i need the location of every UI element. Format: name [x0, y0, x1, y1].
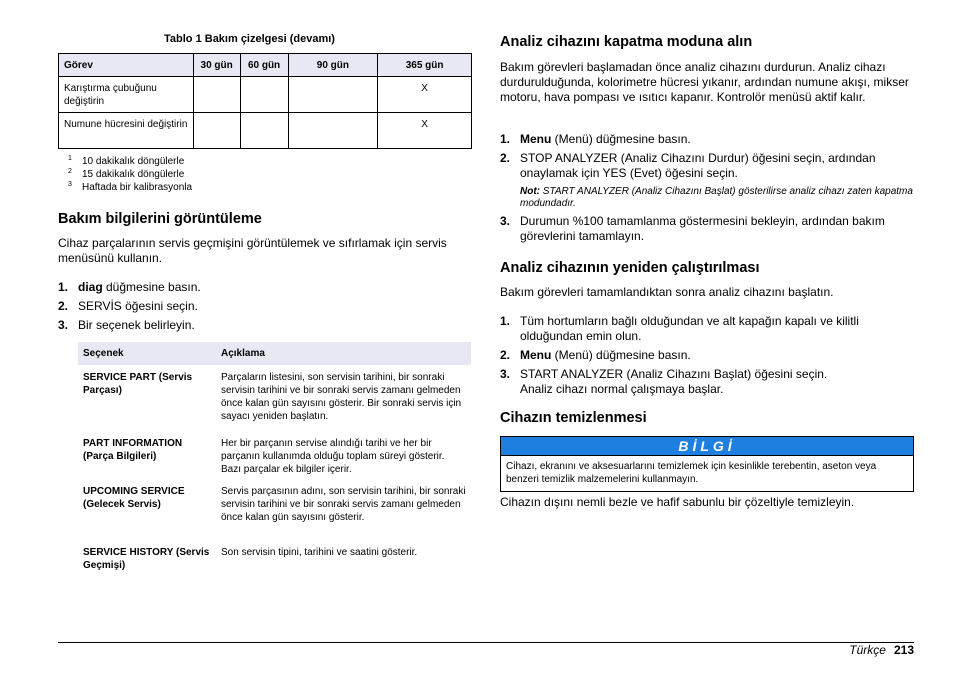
step: 2. STOP ANALYZER (Analiz Cihazını Durdur) öğesini seçin, ardından onaylamak için YES (Evet) öğesini seçin. Not: START ANALYZER (Analiz Cihazını Başlat) gösterilirse analiz cihazı zaten kapatma modundadır. [500, 151, 915, 210]
option-description: Parçaların listesini, son servisin tarihini, bir sonraki servisin tarihini ve bir sonraki servis zamanı gelmeden önce kalan gün sayısını gösterir. Bir sonraki servis için sayacı yeniden başlatın. [221, 372, 462, 422]
header-30-days: 30 gün [193, 54, 240, 77]
maintenance-schedule-table [58, 53, 472, 149]
footnote: $^1$ 10 dakikalık döngülerle [68, 155, 185, 167]
cell-60 [240, 77, 288, 113]
service-options-table [78, 342, 471, 572]
page-footer [849, 643, 914, 657]
table-row [78, 437, 471, 485]
task-cell: Numune hücresini değiştirin [59, 113, 194, 149]
cell-365: X [378, 113, 472, 149]
footnote: $^3$ Haftada bir kalibrasyonla [68, 181, 193, 193]
footnotes [68, 155, 192, 194]
info-notice-title: BİLGİ [501, 437, 913, 456]
table-header-row [78, 342, 471, 365]
footer-language: Türkçe [849, 643, 886, 657]
section-heading-service: Bakım bilgilerini görüntüleme [58, 211, 262, 227]
cell-30 [193, 113, 240, 149]
table-row [78, 365, 471, 437]
table-row [78, 546, 471, 572]
table-row [59, 77, 472, 113]
info-notice-text: Cihazı, ekranını ve aksesuarlarını temizlemek için kesinlikle terebentin, aseton veya benzeri temizlik malzemelerini kullanmayın. [506, 461, 877, 485]
service-intro: Cihaz parçalarının servis geçmişini görüntülemek ve sıfırlamak için servis menüsünü kullanın. [58, 236, 447, 265]
section-heading-shutdown: Analiz cihazını kapatma moduna alın [500, 34, 753, 50]
header-option: Seçenek [78, 342, 216, 365]
info-notice-box [500, 436, 914, 492]
step: 2. SERVİS öğesini seçin. [58, 299, 198, 313]
header-90-days: 90 gün [288, 54, 378, 77]
restart-intro: Bakım görevleri tamamlandıktan sonra analiz cihazını başlatın. [500, 285, 834, 299]
footer-rule [58, 642, 914, 643]
table-caption: Tablo 1 Bakım çizelgesi (devamı) [164, 33, 335, 45]
footnote: $^2$ 15 dakikalık döngülerle [68, 168, 185, 180]
option-name: SERVICE PART (Servis Parçası) [83, 372, 193, 396]
shutdown-steps [500, 132, 915, 244]
cell-30 [193, 77, 240, 113]
header-task: Görev [59, 54, 194, 77]
step: 1. Menu (Menü) düğmesine basın. [500, 132, 691, 146]
note: Not: START ANALYZER (Analiz Cihazını Başlat) gösterilirse analiz cihazı zaten kapatma modundadır. [520, 186, 913, 209]
step: 3. START ANALYZER (Analiz Cihazını Başlat) öğesini seçin. Analiz cihazı normal çalışmaya başlar. [500, 367, 828, 396]
step: 3. Bir seçenek belirleyin. [58, 318, 195, 332]
option-description: Servis parçasının adını, son servisin tarihini, bir sonraki servisin tarihini ve bir sonraki servis zamanı gelmeden önce kalan gün sayısını gösterir. [221, 486, 466, 523]
step: 3. Durumun %100 tamamlanma göstermesini bekleyin, ardından bakım görevlerini tamamlayın. [500, 214, 885, 243]
restart-steps [500, 314, 915, 397]
cell-90 [288, 77, 378, 113]
step: 1. Tüm hortumların bağlı olduğundan ve alt kapağın kapalı ve kilitli olduğundan emin olun. [500, 314, 859, 343]
task-cell: Karıştırma çubuğunu değiştirin [59, 77, 194, 113]
cell-90 [288, 113, 378, 149]
page-number: 213 [893, 643, 914, 657]
service-steps [58, 280, 468, 333]
cleaning-body: Cihazın dışını nemli bezle ve hafif sabunlu bir çözeltiyle temizleyin. [500, 495, 855, 509]
step: 2. Menu (Menü) düğmesine basın. [500, 348, 691, 362]
option-description: Her bir parçanın servise alındığı tarihi ve her bir parçanın kullanımda olduğu toplam süreyi gösterir. Bazı parçalar ek bilgiler içerir. [221, 438, 445, 475]
shutdown-intro: Bakım görevleri başlamadan önce analiz cihazını durdurun. Analiz cihazı durdurulduğunda, kolorimetre hücresi yıkanır, ardından numune akışı, mikser motoru, hava pompası ve ısıtıcı kapanır. Kontrolör menüsü aktif kalır. [500, 60, 909, 104]
cell-60 [240, 113, 288, 149]
header-365-days: 365 gün [378, 54, 472, 77]
option-description: Son servisin tipini, tarihini ve saatini gösterir. [221, 547, 418, 558]
header-description: Açıklama [216, 342, 471, 365]
option-name: PART INFORMATION (Parça Bilgileri) [83, 438, 183, 462]
option-name: SERVICE HISTORY (Servis Geçmişi) [83, 547, 210, 571]
section-heading-cleaning: Cihazın temizlenmesi [500, 410, 647, 426]
table-row [78, 485, 471, 546]
option-name: UPCOMING SERVICE (Gelecek Servis) [83, 486, 185, 510]
header-60-days: 60 gün [240, 54, 288, 77]
cell-365: X [378, 77, 472, 113]
step: 1. diag düğmesine basın. [58, 280, 201, 294]
table-row [59, 113, 472, 149]
section-heading-restart: Analiz cihazının yeniden çalıştırılması [500, 260, 760, 276]
table-header-row [59, 54, 472, 77]
